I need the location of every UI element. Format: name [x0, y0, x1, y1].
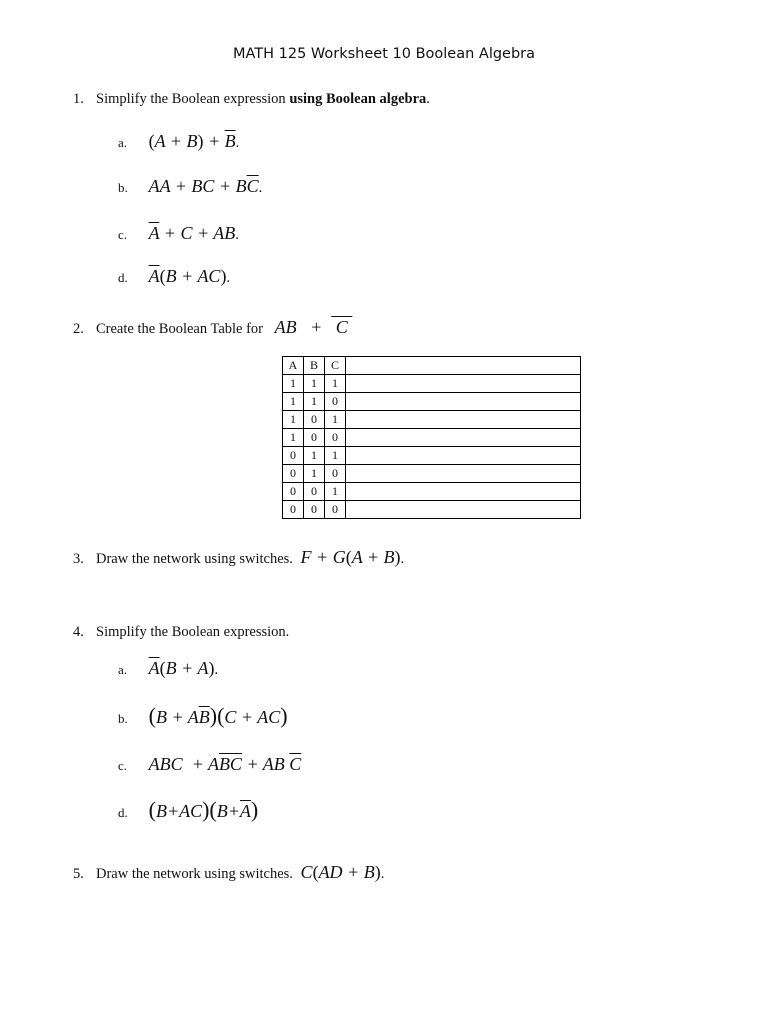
q4-item-a: [118, 658, 218, 679]
question-4: [73, 624, 289, 641]
question-number: 5.: [73, 866, 84, 882]
table-cell: 0: [283, 465, 304, 483]
table-cell: 0: [325, 501, 346, 519]
table-cell: 0: [304, 501, 325, 519]
table-cell: 0: [304, 411, 325, 429]
table-header-row: [283, 357, 581, 375]
question-number: 4.: [73, 624, 84, 640]
question-text: Draw the network using switches.: [96, 551, 293, 567]
q1b-expression: AA + BC + $B\overline{C}$: [148, 176, 259, 196]
item-label: d.: [118, 270, 128, 285]
table-cell: 0: [304, 483, 325, 501]
question-bold-text: using Boolean algebra: [289, 91, 427, 107]
output-header-cell[interactable]: [346, 357, 581, 375]
q4d-expression: $(B+AC)(B+\overline{A})$: [148, 797, 259, 822]
item-label: a.: [118, 662, 128, 677]
question-text: Simplify the Boolean expression.: [96, 624, 290, 640]
answer-cell[interactable]: [346, 465, 581, 483]
table-cell: 1: [283, 411, 304, 429]
table-cell: 0: [283, 447, 304, 465]
table-cell: 1: [283, 375, 304, 393]
answer-cell[interactable]: [346, 375, 581, 393]
question-1: [73, 91, 430, 108]
answer-cell[interactable]: [346, 411, 581, 429]
table-cell: 0: [283, 501, 304, 519]
question-number: 3.: [73, 551, 84, 567]
table-cell: 1: [325, 483, 346, 501]
header-cell: C: [325, 357, 346, 375]
answer-cell[interactable]: [346, 429, 581, 447]
question-3: [73, 547, 404, 568]
table-row: [283, 501, 581, 519]
q2-expression: AB + C: [274, 317, 353, 337]
item-label: d.: [118, 805, 128, 820]
table-row: [283, 465, 581, 483]
q4-item-b: [118, 703, 288, 729]
item-tail: .: [214, 662, 219, 678]
header-cell: B: [304, 357, 325, 375]
answer-cell[interactable]: [346, 447, 581, 465]
question-text: Simplify the Boolean expression: [96, 91, 290, 107]
table-cell: 0: [325, 393, 346, 411]
q1c-expression: $\overline{A} + C$ + AB: [148, 223, 236, 243]
item-label: b.: [118, 180, 128, 195]
question-2: [73, 317, 352, 338]
question-number: 2.: [73, 321, 84, 337]
truth-table: [282, 356, 581, 519]
item-tail: .: [400, 551, 405, 567]
worksheet-title: MATH 125 Worksheet 10 Boolean Algebra: [232, 46, 536, 62]
table-row: [283, 447, 581, 465]
table-cell: 1: [304, 375, 325, 393]
header-cell: A: [283, 357, 304, 375]
answer-cell[interactable]: [346, 483, 581, 501]
table-cell: 1: [304, 393, 325, 411]
q5-expression: C(AD + B): [300, 862, 381, 882]
table-cell: 0: [325, 429, 346, 447]
q1-item-c: [118, 223, 239, 244]
table-cell: 1: [325, 447, 346, 465]
table-row: [283, 411, 581, 429]
q1-item-b: [118, 176, 262, 197]
table-row: [283, 483, 581, 501]
q4b-expression: $(B + A\overline{B})(C + AC)$: [148, 703, 288, 728]
item-tail: .: [258, 180, 263, 196]
item-tail: .: [380, 866, 385, 882]
table-row: [283, 393, 581, 411]
table-row: [283, 429, 581, 447]
table-cell: 0: [304, 429, 325, 447]
table-cell: 1: [283, 393, 304, 411]
q1-item-d: [118, 266, 230, 287]
item-tail: .: [235, 135, 240, 151]
question-number: 1.: [73, 91, 84, 107]
q4a-expression: $\overline{A}(B + A)$: [148, 658, 215, 678]
q1a-expression: $(A + B) + \overline{B}$: [148, 131, 236, 151]
q4-item-d: [118, 797, 258, 823]
q4c-expression: ABC + $A\overline{BC}$ + AB $\overline{C}$: [148, 754, 302, 774]
table-cell: 1: [325, 411, 346, 429]
question-5: [73, 862, 384, 883]
question-text: Create the Boolean Table for: [96, 321, 264, 337]
table-cell: 1: [325, 375, 346, 393]
q4-item-c: [118, 754, 301, 775]
table-cell: 1: [304, 465, 325, 483]
answer-cell[interactable]: [346, 393, 581, 411]
question-period: .: [426, 91, 430, 107]
table-cell: 1: [283, 429, 304, 447]
table-cell: 1: [304, 447, 325, 465]
q1-item-a: [118, 131, 239, 152]
answer-cell[interactable]: [346, 501, 581, 519]
table-cell: 0: [325, 465, 346, 483]
question-text: Draw the network using switches.: [96, 866, 293, 882]
item-label: a.: [118, 135, 128, 150]
q1d-expression: $\overline{A}(B + AC)$: [148, 266, 227, 286]
table-cell: 0: [283, 483, 304, 501]
item-label: b.: [118, 711, 128, 726]
table-row: [283, 375, 581, 393]
item-label: c.: [118, 758, 128, 773]
q3-expression: F + G(A + B): [300, 547, 401, 567]
item-tail: .: [226, 270, 231, 286]
item-label: c.: [118, 227, 128, 242]
item-tail: .: [235, 227, 239, 243]
